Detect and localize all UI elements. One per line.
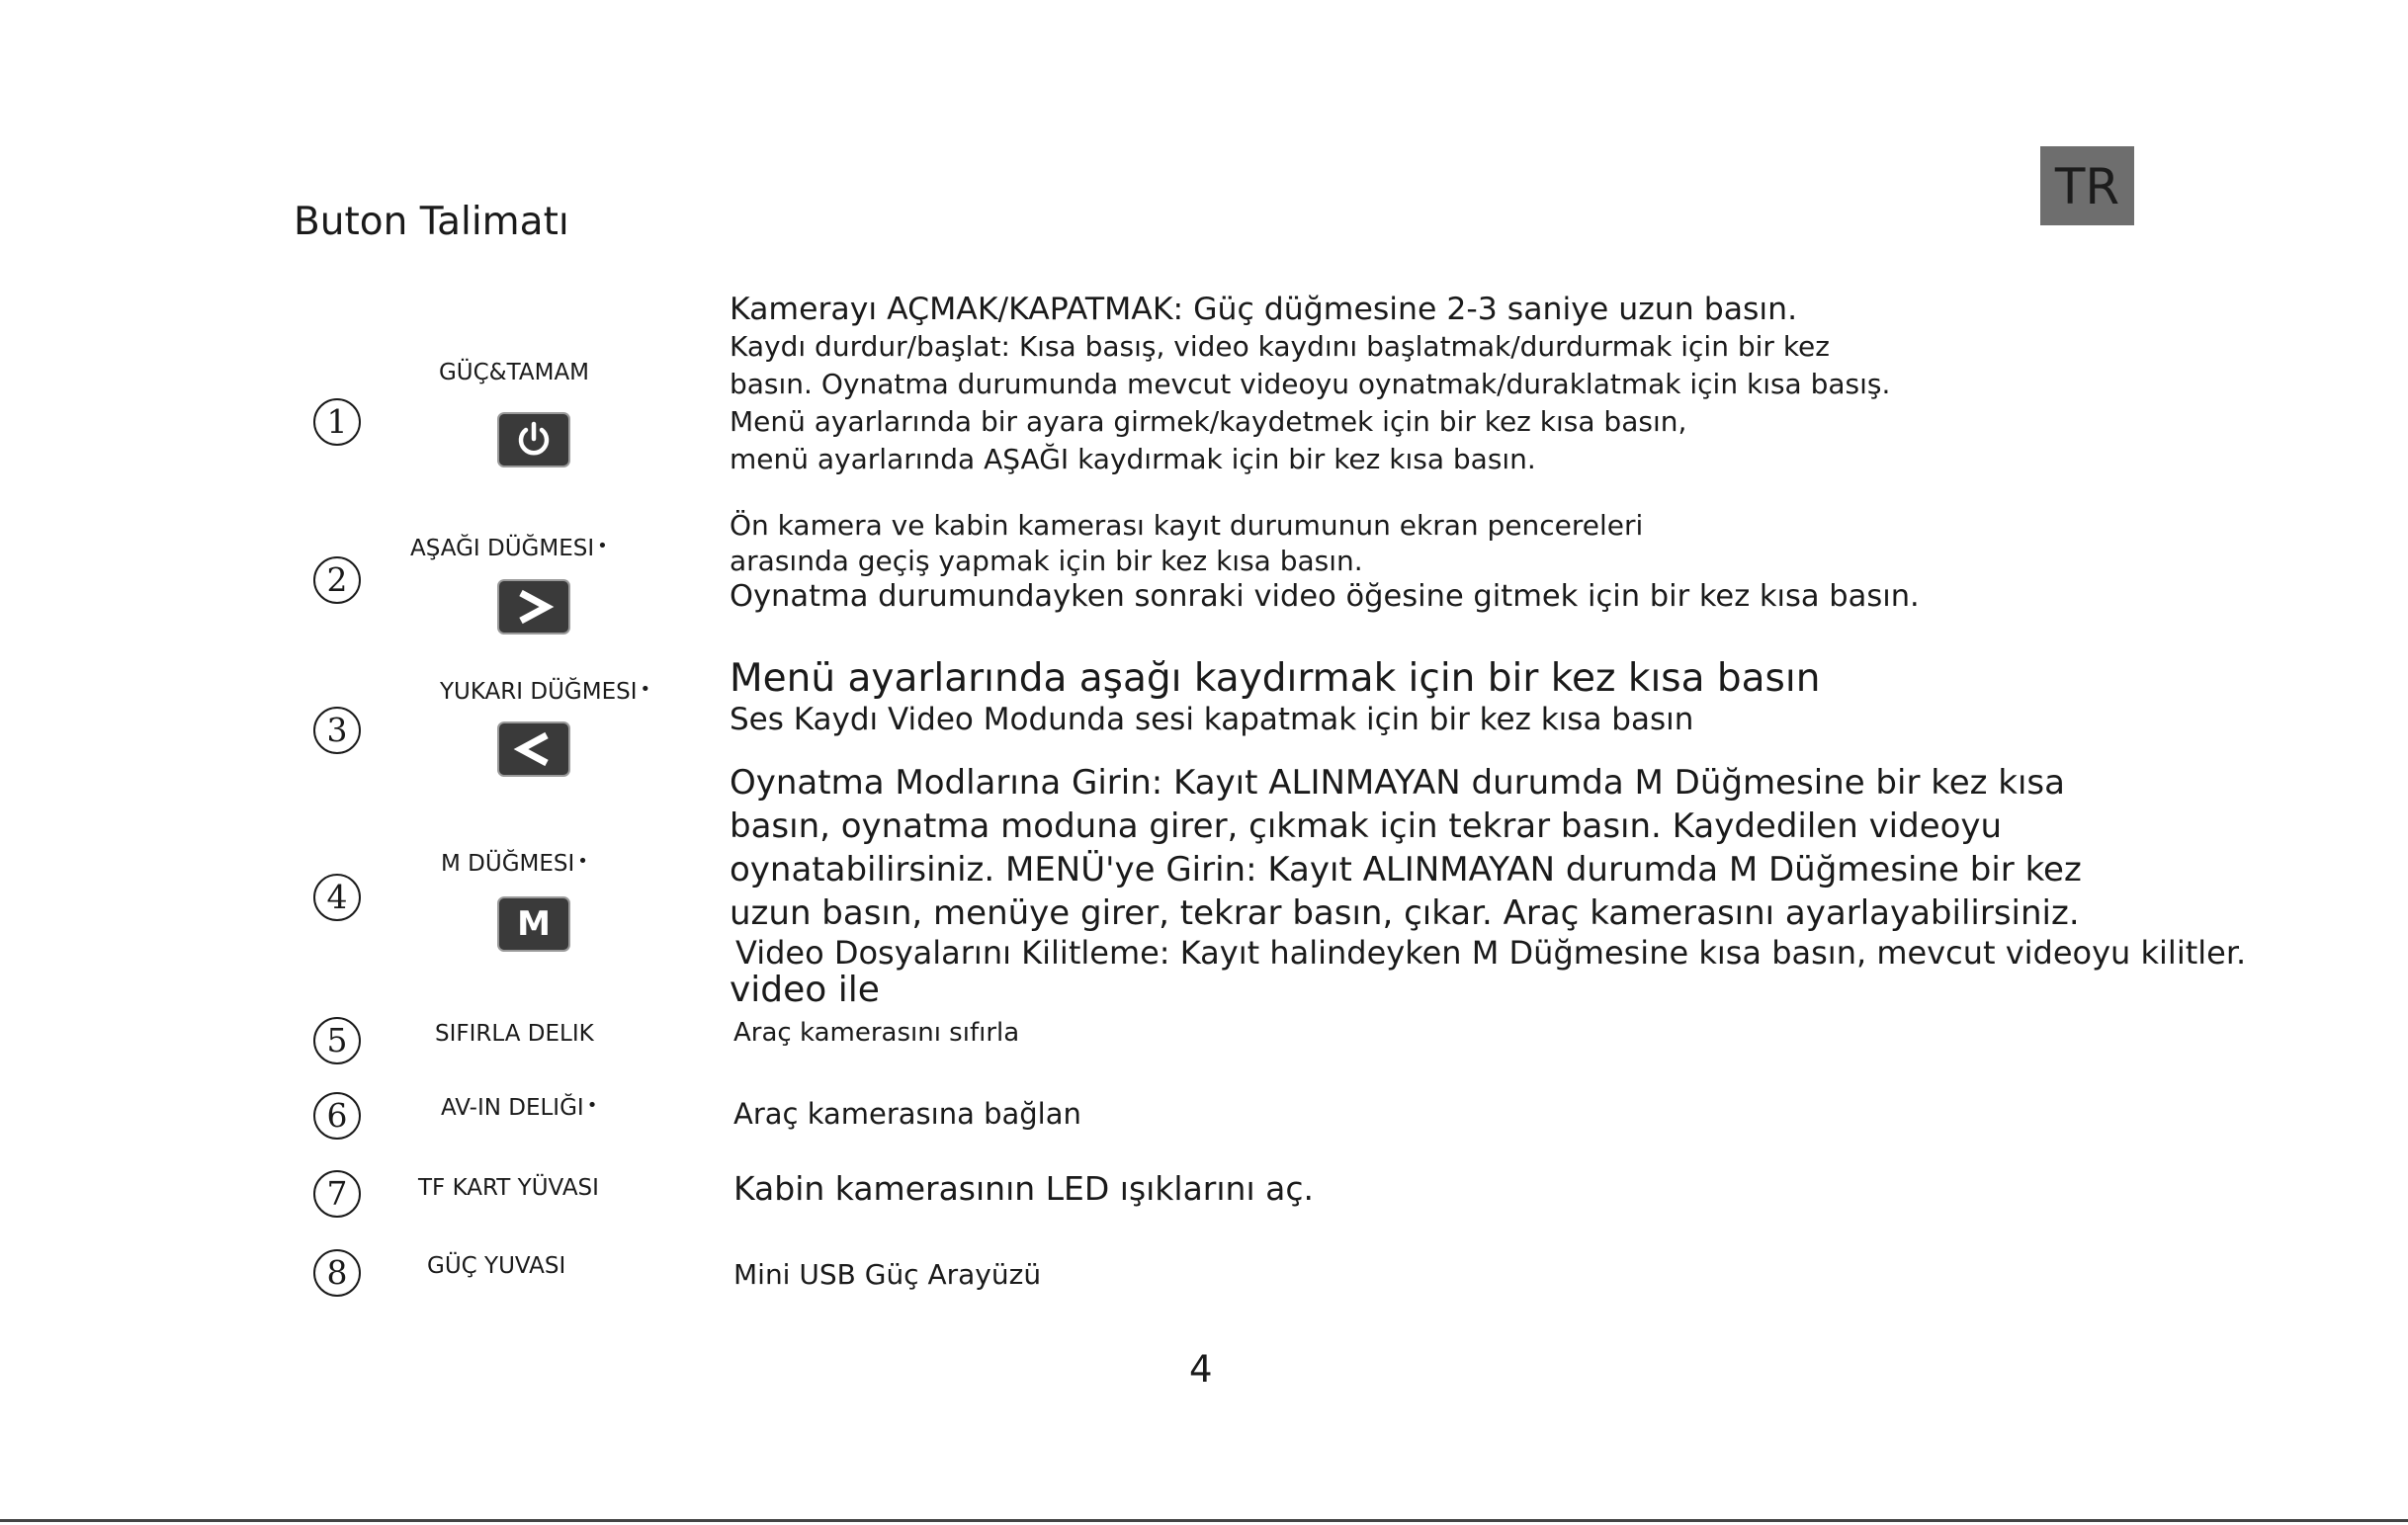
- footnote-dot: •: [586, 1095, 598, 1116]
- description-reset: Araç kamerasını sıfırla: [733, 1018, 1020, 1048]
- description-line: Menü ayarlarında aşağı kaydırmak için bir kez kısa basın: [730, 656, 1821, 701]
- item-number-3: 3: [313, 707, 361, 754]
- chevron-right-icon: [499, 581, 568, 633]
- description-av-in: Araç kamerasına bağlan: [733, 1097, 1081, 1131]
- description-up: [730, 656, 1820, 737]
- button-label-tf-card: TF KART YÜVASI: [418, 1175, 599, 1201]
- description-line: Ses Kaydı Video Modunda sesi kapatmak için bir kez kısa basın: [730, 702, 1694, 737]
- description-line: video ile: [730, 970, 880, 1010]
- item-number-2: 2: [313, 556, 361, 604]
- item-number-7: 7: [313, 1170, 361, 1218]
- description-line: menü ayarlarında AŞAĞI kaydırmak için bir kez kısa basın.: [730, 443, 1536, 475]
- description-line: Video Dosyalarını Kilitleme: Kayıt halindeyken M Düğmesine kısa basın, mevcut videoyu kilitler.: [735, 934, 2247, 972]
- up-key: [499, 723, 568, 775]
- button-label-av-in: [441, 1095, 597, 1121]
- button-label-power-ok: GÜÇ&TAMAM: [438, 360, 590, 385]
- item-number-8: 8: [313, 1249, 361, 1297]
- description-line: Kamerayı AÇMAK/KAPATMAK: Güç düğmesine 2-3 saniye uzun basın.: [730, 292, 1798, 327]
- footnote-dot: •: [577, 851, 588, 872]
- description-line: Oynatma Modlarına Girin: Kayıt ALINMAYAN durumda M Düğmesine bir kez kısa: [730, 763, 2065, 803]
- item-number-1: 1: [313, 398, 361, 446]
- description-line: uzun basın, menüye girer, tekrar basın, çıkar. Araç kamerasını ayarlayabilirsiniz.: [730, 893, 2080, 933]
- description-line: Kaydı durdur/başlat: Kısa basış, video kaydını başlatmak/durdurmak için bir kez: [730, 330, 1830, 363]
- footnote-dot: •: [640, 679, 651, 700]
- button-label-power-slot: GÜÇ YUVASI: [427, 1253, 566, 1279]
- description-line: basın, oynatma moduna girer, çıkmak için tekrar basın. Kaydedilen videoyu: [730, 806, 2003, 846]
- item-number-5: 5: [313, 1017, 361, 1064]
- page-number: 4: [1189, 1348, 1213, 1391]
- description-line: basın. Oynatma durumunda mevcut videoyu oynatmak/duraklatmak için kısa basış.: [730, 368, 1891, 400]
- button-label-av-in-text: AV-IN DELIĞI: [441, 1095, 584, 1121]
- button-label-down-text: AŞAĞI DÜĞMESI: [410, 536, 595, 561]
- button-label-up-text: YUKARI DÜĞMESI: [440, 679, 638, 705]
- description-line: oynatabilirsiniz. MENÜ'ye Girin: Kayıt ALINMAYAN durumda M Düğmesine bir kez: [730, 850, 2082, 890]
- button-label-down: [410, 536, 608, 561]
- description-power: [730, 291, 1890, 478]
- description-tf-card: Kabin kamerasının LED ışıklarını aç.: [733, 1169, 1314, 1208]
- button-label-up: [440, 679, 650, 705]
- description-power-slot: Mini USB Güç Arayüzü: [733, 1258, 1042, 1291]
- language-badge: TR: [2040, 146, 2134, 225]
- item-number-4: 4: [313, 874, 361, 921]
- power-key: [499, 414, 568, 466]
- item-number-6: 6: [313, 1092, 361, 1140]
- button-label-m: [441, 851, 588, 877]
- chevron-left-icon: [499, 723, 568, 775]
- button-label-reset: SIFIRLA DELIK: [435, 1021, 594, 1047]
- description-line: arasında geçiş yapmak için bir kez kısa basın.: [730, 545, 1363, 577]
- bottom-rule: [0, 1519, 2408, 1522]
- button-label-m-text: M DÜĞMESI: [441, 851, 575, 877]
- description-m: [730, 761, 2246, 1010]
- footnote-dot: •: [597, 536, 608, 556]
- description-line: Oynatma durumundayken sonraki video öğesine gitmek için bir kez kısa basın.: [730, 579, 1920, 614]
- description-line: Ön kamera ve kabin kamerası kayıt durumunun ekran pencereleri: [730, 509, 1644, 542]
- down-key: [499, 581, 568, 633]
- section-title: Buton Talimatı: [294, 200, 569, 244]
- m-key: [499, 898, 568, 950]
- m-letter-icon: M: [517, 904, 551, 944]
- description-down: [730, 508, 1920, 615]
- description-line: Menü ayarlarında bir ayara girmek/kaydetmek için bir kez kısa basın,: [730, 405, 1687, 438]
- power-icon: [499, 414, 568, 466]
